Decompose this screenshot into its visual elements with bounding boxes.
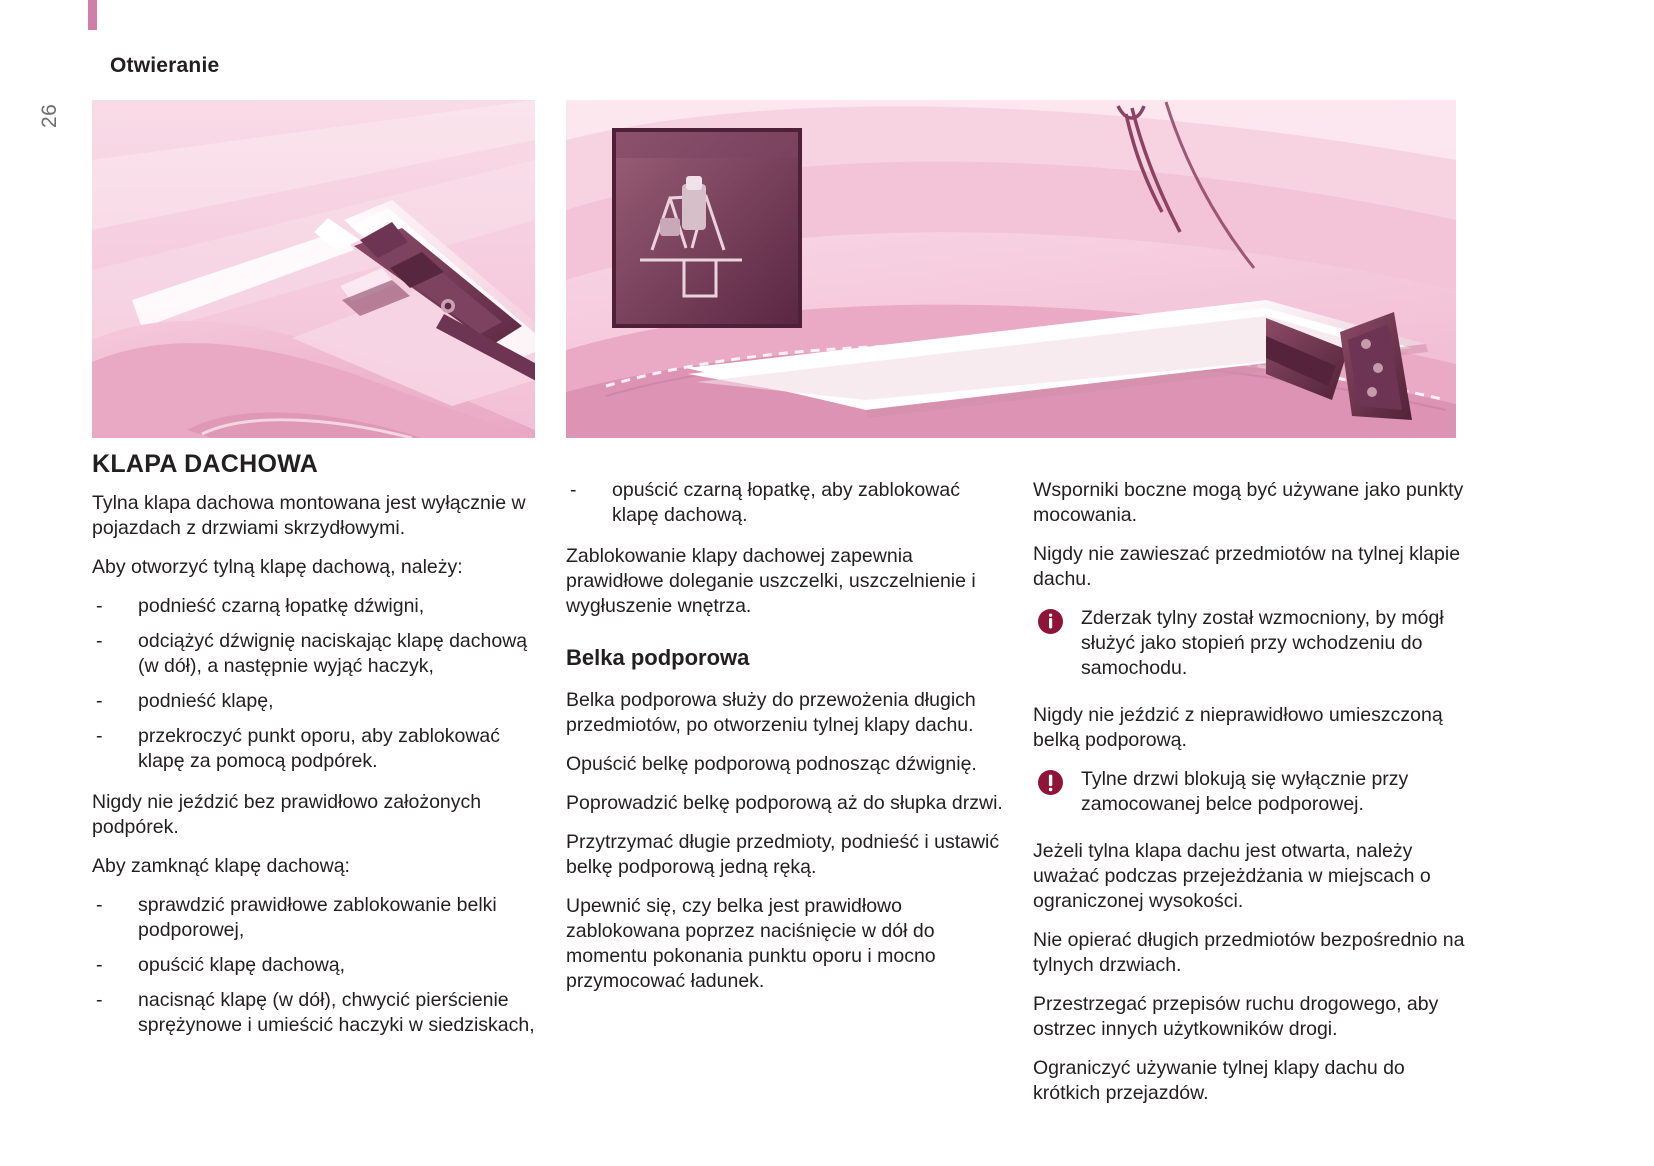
- dash-bullet: -: [96, 894, 103, 916]
- paragraph-col2-5: Przytrzymać długie przedmioty, podnieść i ustawić belkę podporową jedną ręką.: [566, 831, 1000, 878]
- dash-bullet: -: [96, 595, 103, 617]
- info-note-block: [1033, 606, 1473, 681]
- list-item-label: podnieść czarną łopatkę dźwigni,: [138, 595, 425, 617]
- paragraph-col3-2: Nigdy nie zawieszać przedmiotów na tylnej klapie dachu.: [1033, 543, 1461, 590]
- warning-exclamation-icon: [1037, 769, 1064, 796]
- text-column-1: [92, 452, 540, 1054]
- paragraph-col1-3: Nigdy nie jeździć bez prawidłowo założonych podpórek.: [92, 791, 482, 838]
- paragraph-col3-7: Ograniczyć używanie tylnej klapy dachu do krótkich przejazdów.: [1033, 1057, 1405, 1104]
- list-item: [92, 953, 540, 978]
- dash-bullet: -: [96, 954, 103, 976]
- paragraph-col2-4: Poprowadzić belkę podporową aż do słupka drzwi.: [566, 792, 1003, 814]
- text-column-3: [1033, 478, 1473, 1120]
- page-number: 26: [38, 103, 61, 128]
- dash-bullet: -: [96, 989, 103, 1011]
- paragraph-col2-6: Upewnić się, czy belka jest prawidłowo zablokowana poprzez naciśnięcie w dół do momentu pokonania punktu oporu i mocno przymocować ładunek.: [566, 895, 936, 992]
- dash-bullet: -: [96, 630, 103, 652]
- paragraph-col2-3: Opuścić belkę podporową podnosząc dźwignię.: [566, 753, 977, 775]
- list-item: [566, 478, 1006, 528]
- list-item-label: podnieść klapę,: [138, 690, 274, 712]
- dash-bullet: -: [96, 690, 103, 712]
- list-close-steps-continued: [566, 478, 1006, 528]
- text-column-2: [566, 478, 1006, 1008]
- list-item: [92, 594, 540, 619]
- list-item-label: sprawdzić prawidłowe zablokowanie belki podporowej,: [138, 894, 497, 941]
- list-item-label: opuścić czarną łopatkę, aby zablokować klapę dachową.: [612, 479, 960, 526]
- paragraph-col3-3: Nigdy nie jeździć z nieprawidłowo umieszczoną belką podporową.: [1033, 704, 1443, 751]
- support-beam-illustration: [566, 100, 1456, 438]
- list-item-label: opuścić klapę dachową,: [138, 954, 346, 976]
- section-heading-klapa-dachowa: KLAPA DACHOWA: [92, 450, 319, 478]
- list-item: [92, 629, 540, 679]
- list-close-steps: [92, 893, 540, 1038]
- dash-bullet: -: [570, 479, 577, 501]
- list-open-steps: [92, 594, 540, 774]
- paragraph-col3-4: Jeżeli tylna klapa dachu jest otwarta, należy uważać podczas przejeżdżania w miejscach o ograniczonej wysokości.: [1033, 840, 1431, 912]
- list-item: [92, 988, 540, 1038]
- roof-flap-open-illustration: [92, 100, 535, 438]
- paragraph-col2-1: Zablokowanie klapy dachowej zapewnia prawidłowe doleganie uszczelki, uszczelnienie i wygłuszenie wnętrza.: [566, 545, 976, 617]
- list-item: [92, 689, 540, 714]
- paragraph-col3-6: Przestrzegać przepisów ruchu drogowego, aby ostrzec innych użytkowników drogi.: [1033, 993, 1439, 1040]
- page-title: Otwieranie: [110, 54, 220, 77]
- paragraph-col1-2: Aby otworzyć tylną klapę dachową, należy:: [92, 556, 463, 578]
- paragraph-col3-5: Nie opierać długich przedmiotów bezpośrednio na tylnych drzwiach.: [1033, 929, 1465, 976]
- list-item-label: przekroczyć punkt oporu, aby zablokować klapę za pomocą podpórek.: [138, 725, 501, 772]
- warning-note-text: Tylne drzwi blokują się wyłącznie przy zamocowanej belce podporowej.: [1081, 768, 1409, 815]
- paragraph-col2-2: Belka podporowa służy do przewożenia długich przedmiotów, po otworzeniu tylnej klapy dachu.: [566, 689, 976, 736]
- paragraph-col1-4: Aby zamknąć klapę dachową:: [92, 855, 350, 877]
- list-item-label: nacisnąć klapę (w dół), chwycić pierścienie sprężynowe i umieścić haczyki w siedziskach,: [138, 989, 535, 1036]
- info-note-text: Zderzak tylny został wzmocniony, by mógł służyć jako stopień przy wchodzeniu do samochodu.: [1081, 607, 1444, 679]
- list-item: [92, 724, 540, 774]
- list-item: [92, 893, 540, 943]
- subsection-heading-belka-podporowa: Belka podporowa: [566, 645, 750, 670]
- paragraph-col1-1: Tylna klapa dachowa montowana jest wyłącznie w pojazdach z drzwiami skrzydłowymi.: [92, 492, 526, 539]
- warning-note-block: [1033, 767, 1473, 817]
- dash-bullet: -: [96, 725, 103, 747]
- list-item-label: odciążyć dźwignię naciskając klapę dachową (w dół), a następnie wyjąć haczyk,: [138, 630, 528, 677]
- accent-edge-bar: [88, 0, 97, 30]
- paragraph-col3-1: Wsporniki boczne mogą być używane jako punkty mocowania.: [1033, 479, 1464, 526]
- info-circle-icon: [1037, 608, 1064, 635]
